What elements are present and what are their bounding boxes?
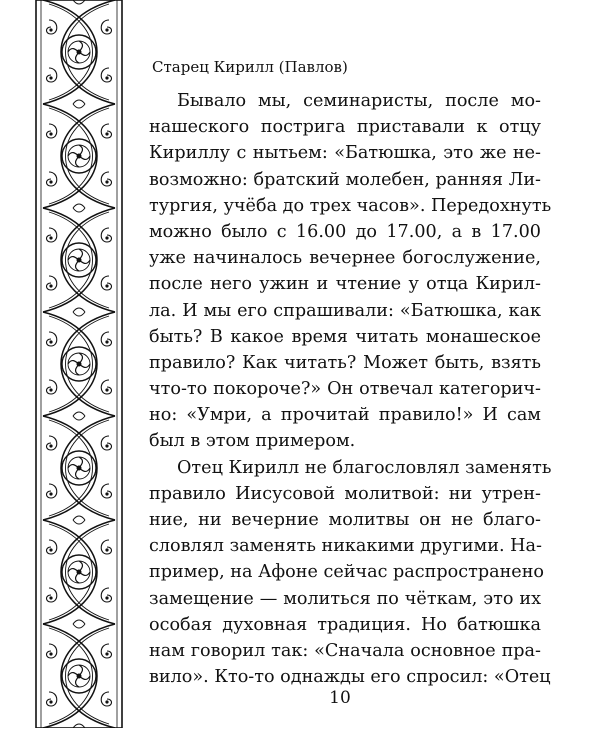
text-line: ла. И мы его спрашивали: «Батюшка, как	[149, 300, 541, 321]
text-line: замещение — молиться по чёткам, это их	[149, 588, 541, 609]
text-line: возможно: братский молебен, ранняя Ли-	[149, 169, 541, 190]
text-line: правило? Как читать? Может быть, взять	[149, 352, 541, 373]
text-line: словлял заменять никакими другими. На-	[149, 536, 542, 557]
text-line: ние, ни вечерние молитвы он не благо-	[149, 510, 541, 530]
text-line: особая духовная традиция. Но батюшка	[149, 614, 541, 635]
running-head: Старец Кирилл (Павлов)	[152, 58, 348, 76]
text-line: был в этом примером.	[149, 431, 356, 452]
text-line: быть? В какое время читать монашеское	[149, 326, 541, 347]
text-line: можно было с 16.00 до 17.00, а в 17.00	[149, 221, 541, 242]
text-line: нашеского пострига приставали к отцу	[149, 117, 541, 138]
text-line: пример, на Афоне сейчас распространено	[149, 562, 545, 583]
text-line: что-то покороче?» Он отвечал категорич-	[149, 379, 541, 400]
text-line: правило Иисусовой молитвой: ни утрен-	[149, 483, 541, 504]
body-text	[149, 88, 552, 690]
text-line: Отец Кирилл не благословлял заменять	[177, 457, 552, 478]
ornamental-border	[33, 0, 125, 728]
text-line: вило». Кто-то однажды его спросил: «Отец	[149, 667, 551, 688]
ornament-pattern-icon	[33, 0, 125, 728]
text-line: после него ужин и чтение у отца Кирил-	[149, 274, 541, 295]
text-line: Кириллу с нытьем: «Батюшка, это же не-	[149, 143, 541, 164]
page-number: 10	[329, 688, 351, 708]
text-line: нам говорил так: «Сначала основное пра-	[149, 640, 541, 661]
text-line: уже начиналось вечернее богослужение,	[149, 248, 541, 269]
text-line: Бывало мы, семинаристы, после мо-	[177, 91, 541, 111]
text-line: но: «Умри, а прочитай правило!» И сам	[149, 405, 541, 426]
text-line: тургия, учёба до трех часов». Передохнуть	[149, 195, 552, 216]
